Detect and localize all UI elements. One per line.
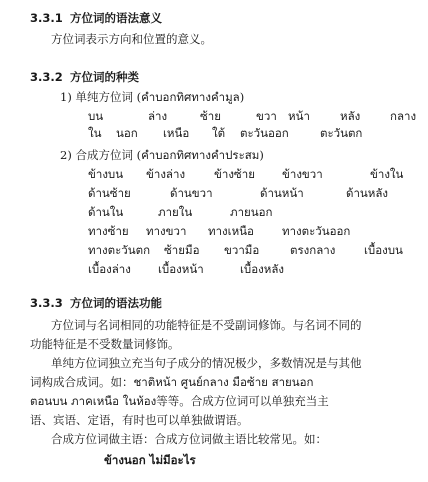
section-3-3-2-heading (30, 72, 139, 84)
thai-word: ขวา (256, 109, 277, 123)
thai-word: ทางเหนือ (208, 224, 254, 238)
thai-word: ทางตะวันออก (282, 224, 351, 238)
paragraph-line: 方位词表示方向和位置的意义。 (51, 32, 212, 46)
thai-word-row (0, 207, 428, 221)
thai-word: ทางขวา (146, 224, 187, 238)
thai-word-row (0, 245, 428, 259)
paragraph-line: 功能特征是不受数量词修饰。 (30, 337, 180, 351)
section-number: 3.3.2 (30, 70, 63, 84)
thai-word: หลัง (340, 109, 361, 123)
list-item-simple-locatives: 1) 单纯方位词 (คำบอกทิศทางคำมูล) (60, 90, 245, 104)
section-number: 3.3.1 (30, 11, 63, 25)
thai-word-row (0, 188, 428, 202)
thai-word: ภายใน (158, 205, 193, 219)
thai-word: ด้านใน (88, 205, 124, 219)
thai-word-row (0, 111, 428, 125)
section-title: 方位词的种类 (70, 70, 139, 84)
thai-word: ตะวันตก (320, 126, 363, 140)
thai-word: ด้านหน้า (260, 186, 304, 200)
section-title: 方位词的语法功能 (70, 296, 162, 310)
section-3-3-3-heading (30, 298, 162, 310)
thai-word: นอก (116, 126, 138, 140)
thai-word-row (0, 264, 428, 278)
thai-word: ทางซ้าย (88, 224, 129, 238)
thai-word: ใน (88, 126, 102, 140)
thai-word: กลาง (390, 109, 417, 123)
thai-word: ข้างซ้าย (214, 167, 255, 181)
thai-word-row (0, 169, 428, 183)
thai-word: ล่าง (148, 109, 168, 123)
thai-word: ข้างขวา (282, 167, 323, 181)
example-sentence: ข้างนอก ไม่มีอะไร (104, 453, 196, 467)
paragraph-line: 词构成合成词。如：ชาติหน้า ศูนย์กลาง มือซ้าย สายนอก (30, 375, 314, 389)
thai-word: บน (88, 109, 104, 123)
thai-word: ขวามือ (224, 243, 260, 257)
thai-word: หน้า (288, 109, 310, 123)
thai-word: ใต้ (212, 126, 226, 140)
list-item-compound-locatives: 2) 合成方位词 (คำบอกทิศทางคำประสม) (60, 148, 264, 162)
thai-word: ด้านซ้าย (88, 186, 131, 200)
section-title: 方位词的语法意义 (70, 11, 162, 25)
thai-word: เบื้องล่าง (88, 262, 131, 276)
paragraph-line: 合成方位词做主语：合成方位词做主语比较常见。如： (51, 432, 327, 446)
section-3-3-1-heading (30, 13, 162, 25)
paragraph-line: 单纯方位词独立充当句子成分的情况极少，多数情况是与其他 (51, 356, 362, 370)
thai-word: ภายนอก (230, 205, 273, 219)
thai-word: ซ้ายมือ (164, 243, 200, 257)
thai-word: ข้างล่าง (146, 167, 186, 181)
thai-word: ข้างบน (88, 167, 124, 181)
thai-word: เบื้องหลัง (240, 262, 284, 276)
thai-word: ตรงกลาง (290, 243, 336, 257)
thai-word: ซ้าย (200, 109, 222, 123)
thai-word-row (0, 226, 428, 240)
thai-word: ตะวันออก (240, 126, 289, 140)
thai-word: ทางตะวันตก (88, 243, 151, 257)
thai-word: ด้านขวา (170, 186, 213, 200)
section-number: 3.3.3 (30, 296, 63, 310)
thai-word: ข้างใน (370, 167, 404, 181)
paragraph-line: 方位词与名词相同的功能特征是不受副词修饰。与名词不同的 (51, 318, 362, 332)
thai-word: ด้านหลัง (346, 186, 389, 200)
thai-word: เบื้องหน้า (158, 262, 204, 276)
paragraph-line: 语、宾语、定语，有时也可以单独做谓语。 (30, 413, 249, 427)
thai-word: เหนือ (163, 126, 190, 140)
paragraph-line: ตอนบน ภาคเหนือ ในห้อง等等。合成方位词可以单独充当主 (30, 394, 329, 408)
thai-word: เบื้องบน (364, 243, 403, 257)
thai-word-row (0, 128, 428, 142)
